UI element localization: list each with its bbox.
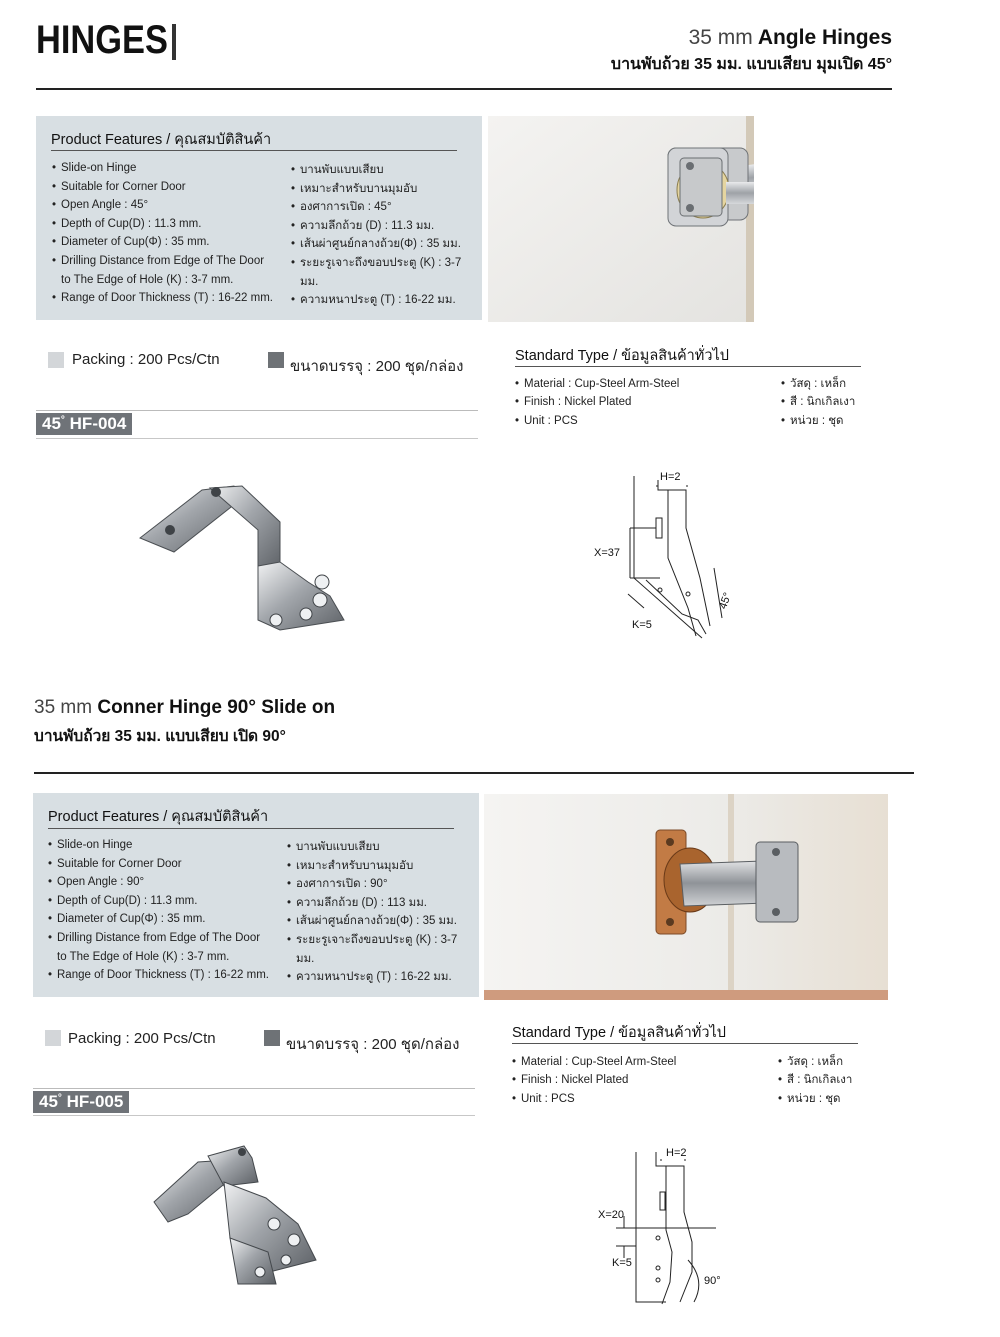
features-list-en-1 xyxy=(52,159,292,308)
model-code: HF-004 xyxy=(69,414,127,433)
hinge-icon xyxy=(130,470,360,650)
standard-list-en-1 xyxy=(515,375,765,430)
packing-th-2: ขนาดบรรจุ : 200 ชุด/กล่อง xyxy=(286,1036,460,1053)
packing-swatch-dark-2 xyxy=(264,1030,280,1046)
packing-en-2: Packing : 200 Pcs/Ctn xyxy=(68,1030,216,1047)
product-photo-2 xyxy=(484,794,888,1000)
list-item: • องศาการเปิด : 90° xyxy=(287,875,477,894)
list-item: • Diameter of Cup(Φ) : 35 mm. xyxy=(52,233,292,252)
diagram-angle-label: 90° xyxy=(704,1275,721,1287)
features-title-2: Product Features / คุณสมบัติสินค้า xyxy=(48,809,269,825)
product-image-hf004 xyxy=(130,470,360,650)
list-item: • Range of Door Thickness (T) : 16-22 mm. xyxy=(52,289,292,308)
list-item: • หน่วย : ชุด xyxy=(778,1090,878,1108)
list-item: • องศาการเปิด : 45° xyxy=(291,198,481,217)
list-item: • ความลึกถ้วย (D) : 11.3 มม. xyxy=(291,217,481,236)
list-item: • ความหนาประตู (T) : 16-22 มม. xyxy=(287,968,477,987)
standard-list-th-2 xyxy=(778,1053,878,1108)
list-item: • เส้นผ่าศูนย์กลางถ้วย(Φ) : 35 มม. xyxy=(291,235,481,254)
section2-heading-mm: 35 mm xyxy=(34,697,93,718)
standard-type-title-2: Standard Type / ข้อมูลสินค้าทั่วไป xyxy=(512,1025,727,1041)
list-item: • หน่วย : ชุด xyxy=(781,412,881,430)
list-item: • Open Angle : 90° xyxy=(48,873,288,892)
hinge-installed-photo-2 xyxy=(484,794,888,1000)
model-angle: 45 xyxy=(42,414,61,433)
title-divider xyxy=(172,24,176,60)
list-item: • Suitable for Corner Door xyxy=(48,855,288,874)
packing-en-1: Packing : 200 Pcs/Ctn xyxy=(72,351,220,368)
section2-heading-rest: Conner Hinge 90° Slide on xyxy=(97,697,336,718)
list-item: • สี : นิกเกิลเงา xyxy=(778,1071,878,1089)
section2-heading-thai: บานพับถ้วย 35 มม. แบบเสียบ เปิด 90° xyxy=(34,728,286,745)
list-item: • Unit : PCS xyxy=(515,412,765,430)
packing-rule-2 xyxy=(33,1088,475,1089)
section2-heading xyxy=(34,697,335,719)
list-item: • วัสดุ : เหล็ก xyxy=(781,375,881,393)
features-list-th-2 xyxy=(287,838,477,987)
list-item: to The Edge of Hole (K) : 3-7 mm. xyxy=(57,950,230,963)
standard-list-th-1 xyxy=(781,375,881,430)
header-rule xyxy=(36,88,892,90)
diagram-k-label: K=5 xyxy=(612,1257,632,1269)
model-badge-2: 45° HF-005 xyxy=(33,1091,129,1113)
product-image-hf005 xyxy=(148,1142,328,1292)
product-photo-1 xyxy=(488,116,754,322)
hinge-installed-photo-1 xyxy=(488,116,754,322)
packing-swatch-light-2 xyxy=(45,1030,61,1046)
list-item: • เหมาะสำหรับบานมุมอับ xyxy=(291,180,481,199)
standard-type-title-1: Standard Type / ข้อมูลสินค้าทั่วไป xyxy=(515,348,730,364)
features-title-rule-1 xyxy=(51,150,457,151)
diagram-x-label: X=37 xyxy=(594,547,620,559)
list-item: • Drilling Distance from Edge of The Door xyxy=(48,929,288,948)
technical-diagram-2 xyxy=(596,1142,726,1310)
hinge-icon xyxy=(148,1142,328,1292)
features-title-rule-2 xyxy=(48,828,454,829)
list-item: • บานพับแบบเสียบ xyxy=(291,161,481,180)
list-item: • ระยะรูเจาะถึงขอบประตู (K) : 3-7 มม. xyxy=(287,931,477,968)
technical-diagram-1 xyxy=(590,468,750,652)
standard-type-rule-1 xyxy=(515,366,861,367)
model-badge-1: 45° HF-004 xyxy=(36,413,132,435)
list-item: • Finish : Nickel Plated xyxy=(512,1071,762,1089)
standard-type-rule-2 xyxy=(512,1043,858,1044)
header-subtitle-rest: Angle Hinges xyxy=(757,26,892,49)
list-item: • Open Angle : 45° xyxy=(52,196,292,215)
list-item: • เส้นผ่าศูนย์กลางถ้วย(Φ) : 35 มม. xyxy=(287,912,477,931)
packing-swatch-light-1 xyxy=(48,352,64,368)
list-item: • Slide-on Hinge xyxy=(52,159,292,178)
list-item: • Material : Cup-Steel Arm-Steel xyxy=(515,375,765,393)
list-item: • เหมาะสำหรับบานมุมอับ xyxy=(287,857,477,876)
list-item: • ระยะรูเจาะถึงขอบประตู (K) : 3-7 มม. xyxy=(291,254,481,291)
diagram-angle-label: 45° xyxy=(717,590,735,611)
list-item: • Drilling Distance from Edge of The Door xyxy=(52,252,292,271)
list-item: • Slide-on Hinge xyxy=(48,836,288,855)
list-item: • Range of Door Thickness (T) : 16-22 mm. xyxy=(48,966,288,985)
features-title-1: Product Features / คุณสมบัติสินค้า xyxy=(51,132,272,148)
model-angle: 45 xyxy=(39,1092,58,1111)
header-subtitle-mm: 35 mm xyxy=(688,26,753,49)
standard-list-en-2 xyxy=(512,1053,762,1108)
list-item: • ความลึกถ้วย (D) : 113 มม. xyxy=(287,894,477,913)
diagram-h-label: H=2 xyxy=(666,1147,687,1159)
list-item: • Depth of Cup(D) : 11.3 mm. xyxy=(52,215,292,234)
model-rule-1 xyxy=(36,438,478,439)
features-list-th-1 xyxy=(291,161,481,310)
list-item: • สี : นิกเกิลเงา xyxy=(781,393,881,411)
packing-rule-1 xyxy=(36,410,478,411)
header-subtitle xyxy=(689,26,892,50)
list-item: • Finish : Nickel Plated xyxy=(515,393,765,411)
diagram-k-label: K=5 xyxy=(632,619,652,631)
diagram-x-label: X=20 xyxy=(598,1209,624,1221)
model-code: HF-005 xyxy=(66,1092,124,1111)
list-item: to The Edge of Hole (K) : 3-7 mm. xyxy=(61,273,234,286)
model-rule-2 xyxy=(33,1115,475,1116)
list-item: • Diameter of Cup(Φ) : 35 mm. xyxy=(48,910,288,929)
list-item: • Material : Cup-Steel Arm-Steel xyxy=(512,1053,762,1071)
header-subtitle-thai: บานพับถ้วย 35 มม. แบบเสียบ มุมเปิด 45° xyxy=(610,56,892,73)
list-item: • วัสดุ : เหล็ก xyxy=(778,1053,878,1071)
list-item: • Depth of Cup(D) : 11.3 mm. xyxy=(48,892,288,911)
features-list-en-2 xyxy=(48,836,288,985)
list-item: • Suitable for Corner Door xyxy=(52,178,292,197)
packing-swatch-dark-1 xyxy=(268,352,284,368)
page-title: HINGES xyxy=(36,18,168,62)
list-item: • Unit : PCS xyxy=(512,1090,762,1108)
list-item: • ความหนาประตู (T) : 16-22 มม. xyxy=(291,291,481,310)
section2-rule xyxy=(34,772,914,774)
packing-th-1: ขนาดบรรจุ : 200 ชุด/กล่อง xyxy=(290,358,464,375)
list-item: • บานพับแบบเสียบ xyxy=(287,838,477,857)
diagram-h-label: H=2 xyxy=(660,471,681,483)
